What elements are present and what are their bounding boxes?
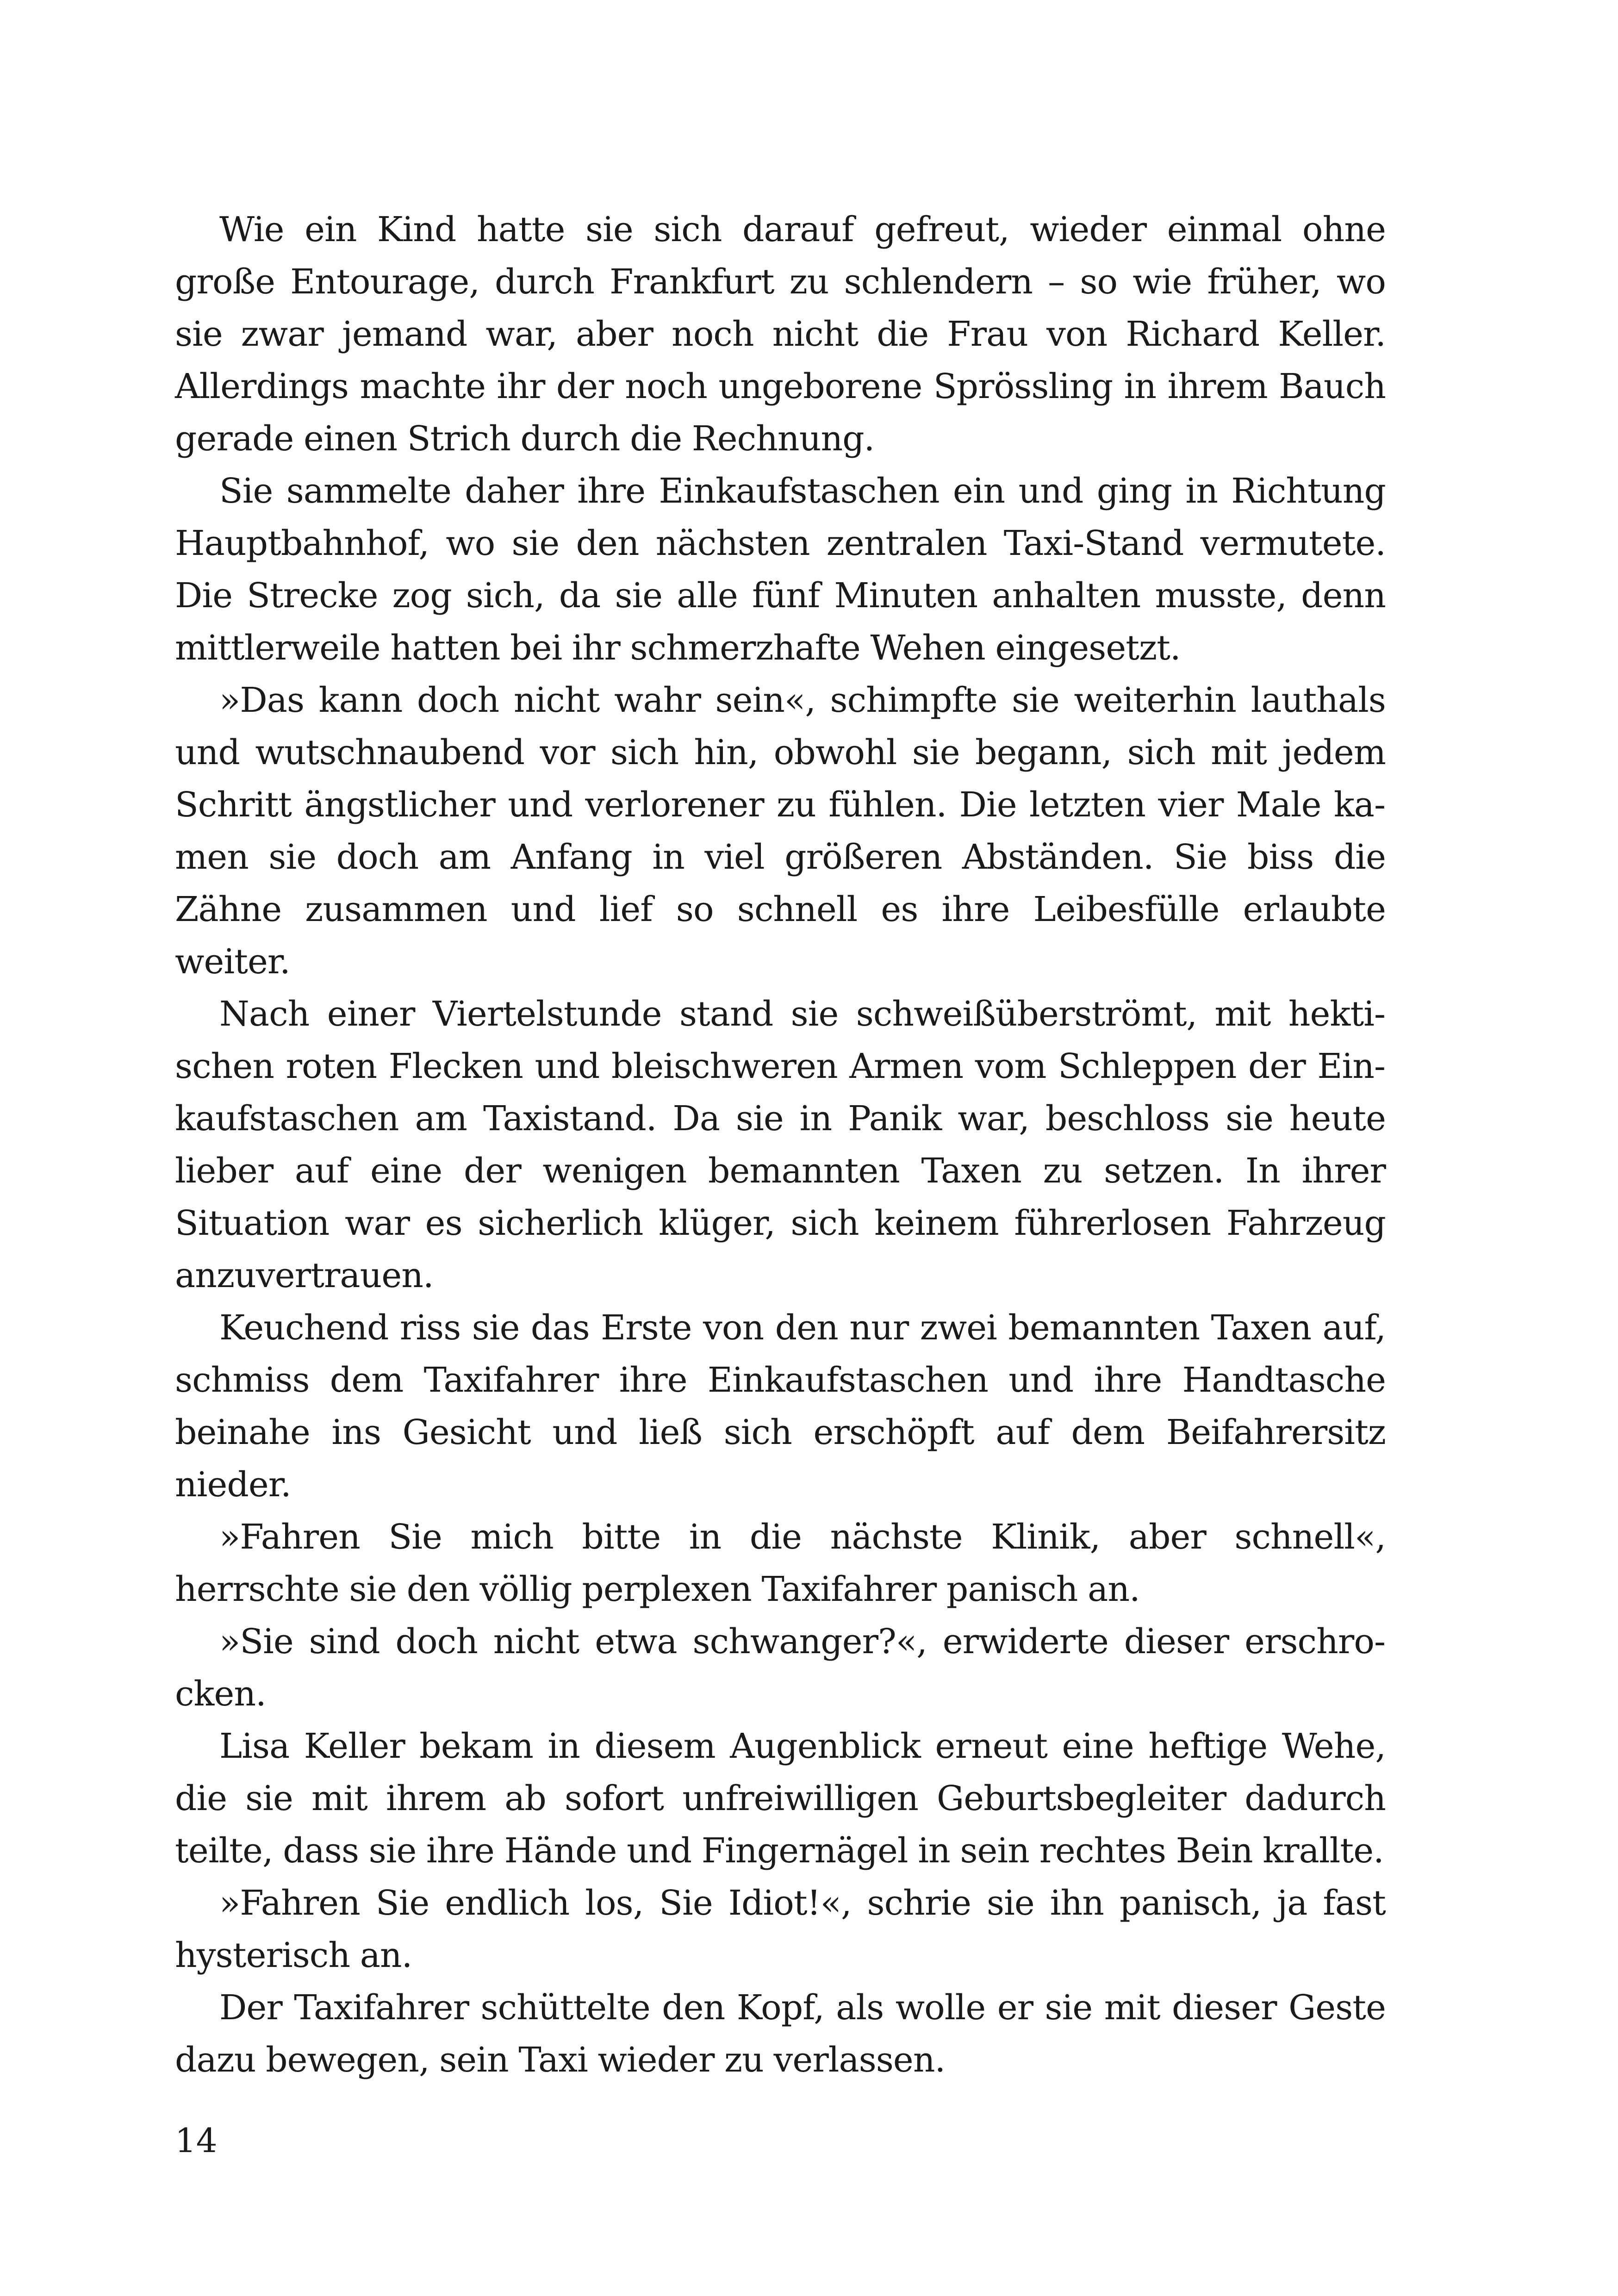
paragraph-3: »Das kann doch nicht wahr sein«, schimpfte sie weiterhin lauthals und wutschnaubend vor sich hin, obwohl sie begann, sich mit jedem Schritt ängstlicher und verlorener zu fühlen. Die letzten vier Male kamen sie doch am Anfang in viel größeren Abständen. Sie biss die Zähne zusammen und lief so schnell es ihre Leibesfülle erlaubte weiter.: [175, 680, 1386, 982]
paragraph-1: Wie ein Kind hatte sie sich darauf gefreut, wieder einmal ohne große Entourage, durch Frankfurt zu schlendern – so wie früher, wo sie zwar jemand war, aber noch nicht die Frau von Richard Keller. Allerdings machte ihr der noch ungeborene Sprössling in ihrem Bauch gerade einen Strich durch die Rechnung.: [175, 210, 1386, 459]
paragraph-10: Der Taxifahrer schüttelte den Kopf, als wolle er sie mit dieser Geste dazu bewegen, sein Taxi wieder zu verlassen.: [175, 1988, 1386, 2080]
paragraph-5: Keuchend riss sie das Erste von den nur zwei bemannten Taxen auf, schmiss dem Taxifahrer ihre Einkaufstaschen und ihre Handtasche beinahe ins Gesicht und ließ sich erschöpft auf dem Beifahrersitz nieder.: [175, 1308, 1386, 1505]
page-number: 14: [175, 2121, 218, 2160]
paragraph-4: Nach einer Viertelstunde stand sie schweißüberströmt, mit hektischen roten Flecken und bleischweren Armen vom Schleppen der Einkaufstaschen am Taxistand. Da sie in Panik war, beschloss sie heute lieber auf eine der wenigen bemannten Taxen zu setzen. In ihrer Situation war es sicherlich klüger, sich keinem führerlosen Fahrzeug anzuvertrauen.: [175, 994, 1386, 1295]
body-text: [175, 204, 1386, 2086]
paragraph-7: »Sie sind doch nicht etwa schwanger?«, erwiderte dieser erschrocken.: [175, 1622, 1386, 1714]
paragraph-2: Sie sammelte daher ihre Einkaufstaschen ein und ging in Richtung Hauptbahnhof, wo sie den nächsten zentralen Taxi-Stand vermutete. Die Strecke zog sich, da sie alle fünf Minuten anhalten musste, denn mittlerweile hatten bei ihr schmerzhafte Wehen eingesetzt.: [175, 471, 1386, 668]
paragraph-8: Lisa Keller bekam in diesem Augenblick erneut eine heftige Wehe, die sie mit ihrem ab sofort unfreiwilligen Geburtsbegleiter dadurch teilte, dass sie ihre Hände und Fingernägel in sein rechtes Bein krallte.: [175, 1726, 1386, 1871]
paragraph-6: »Fahren Sie mich bitte in die nächste Klinik, aber schnell«, herrschte sie den völlig perplexen Taxifahrer panisch an.: [175, 1517, 1386, 1609]
paragraph-9: »Fahren Sie endlich los, Sie Idiot!«, schrie sie ihn panisch, ja fast hysterisch an.: [175, 1883, 1386, 1975]
